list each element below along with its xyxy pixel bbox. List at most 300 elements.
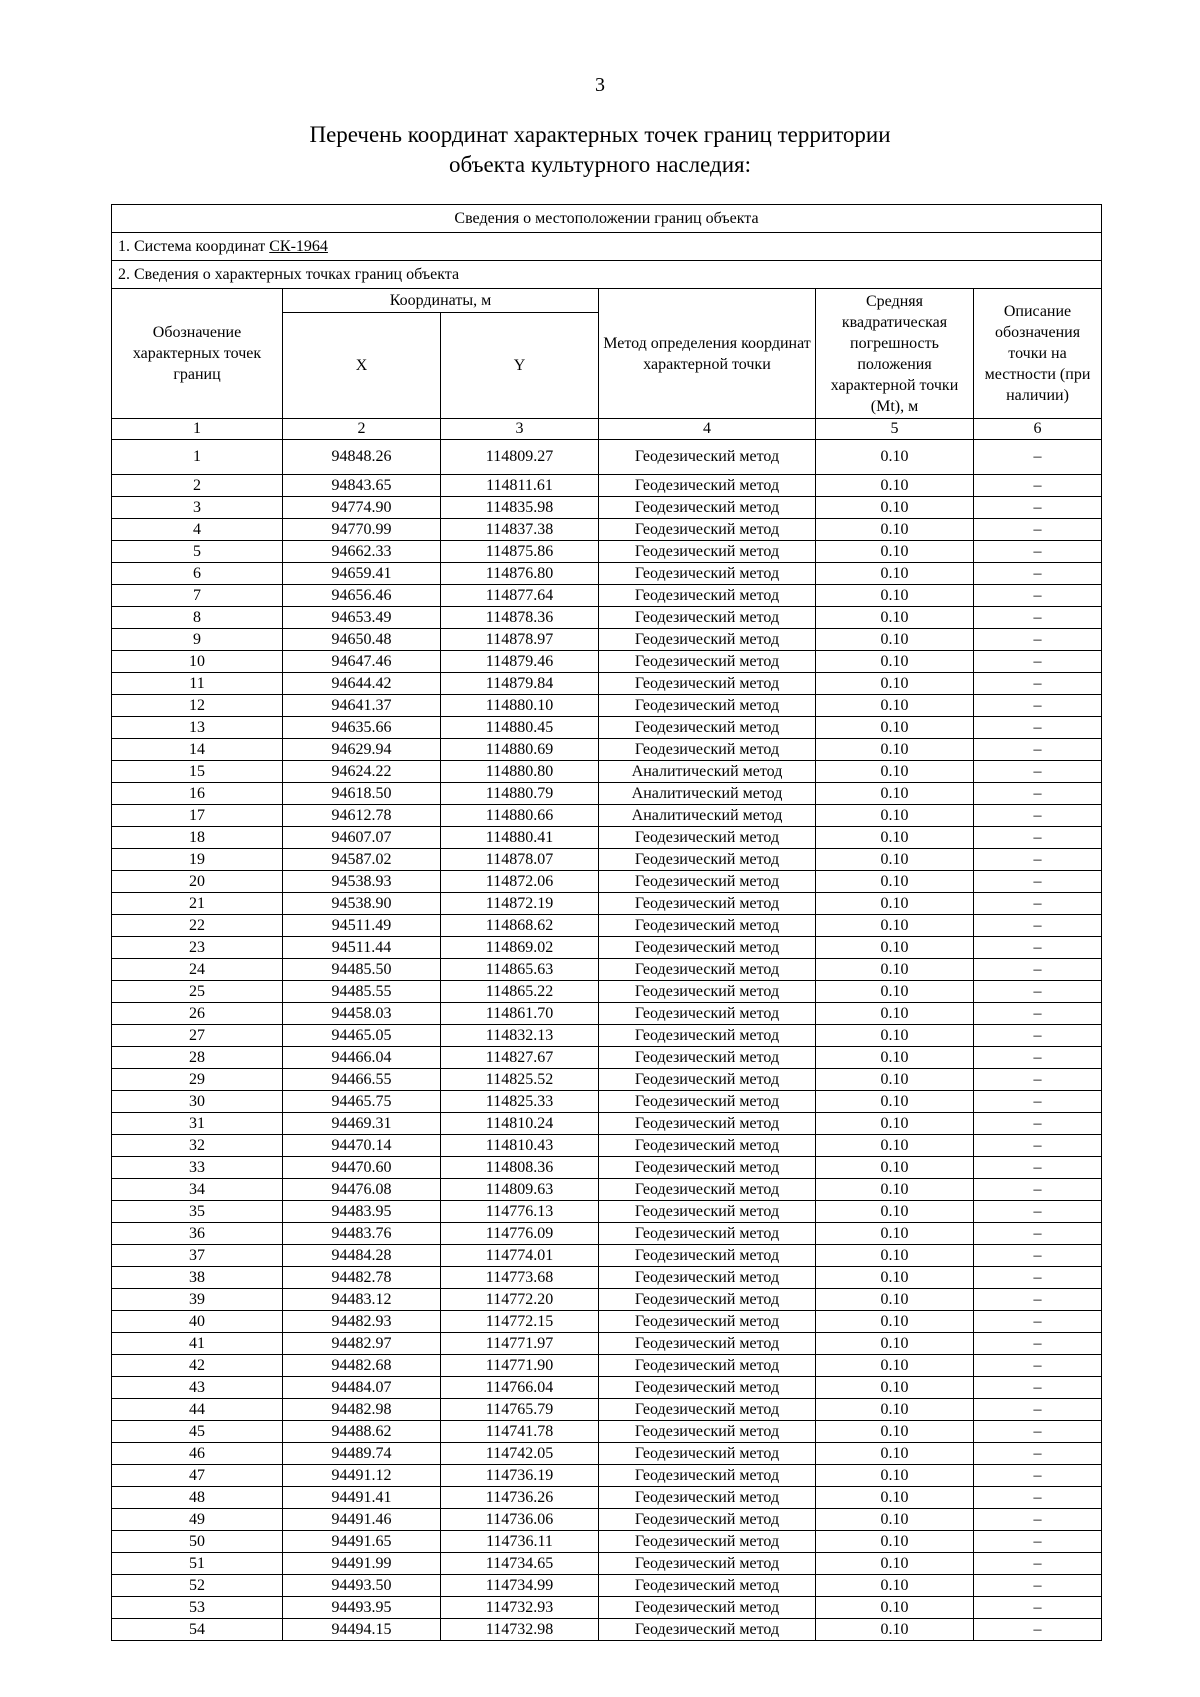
x-coordinate-cell: 94466.04 bbox=[283, 1047, 441, 1069]
point-id-cell: 11 bbox=[112, 673, 283, 695]
x-coordinate-cell: 94489.74 bbox=[283, 1443, 441, 1465]
x-coordinate-cell: 94587.02 bbox=[283, 849, 441, 871]
method-cell: Геодезический метод bbox=[599, 1531, 816, 1553]
method-cell: Геодезический метод bbox=[599, 937, 816, 959]
table-row bbox=[112, 1509, 1102, 1531]
y-coordinate-cell: 114879.46 bbox=[441, 651, 599, 673]
table-row bbox=[112, 1333, 1102, 1355]
table-row bbox=[112, 1619, 1102, 1641]
x-coordinate-cell: 94650.48 bbox=[283, 629, 441, 651]
x-coordinate-cell: 94485.55 bbox=[283, 981, 441, 1003]
method-cell: Геодезический метод bbox=[599, 849, 816, 871]
x-coordinate-cell: 94656.46 bbox=[283, 585, 441, 607]
point-id-cell: 33 bbox=[112, 1157, 283, 1179]
x-coordinate-cell: 94843.65 bbox=[283, 475, 441, 497]
method-cell: Геодезический метод bbox=[599, 1245, 816, 1267]
description-cell: – bbox=[974, 607, 1102, 629]
error-cell: 0.10 bbox=[816, 1443, 974, 1465]
method-cell: Геодезический метод bbox=[599, 1267, 816, 1289]
method-cell: Геодезический метод bbox=[599, 915, 816, 937]
point-id-cell: 28 bbox=[112, 1047, 283, 1069]
error-cell: 0.10 bbox=[816, 915, 974, 937]
x-coordinate-cell: 94465.05 bbox=[283, 1025, 441, 1047]
point-id-cell: 42 bbox=[112, 1355, 283, 1377]
point-id-cell: 22 bbox=[112, 915, 283, 937]
table-row bbox=[112, 607, 1102, 629]
method-cell: Геодезический метод bbox=[599, 1487, 816, 1509]
point-id-cell: 29 bbox=[112, 1069, 283, 1091]
error-cell: 0.10 bbox=[816, 497, 974, 519]
coordinate-system-row bbox=[112, 233, 1102, 261]
table-row bbox=[112, 1267, 1102, 1289]
point-id-cell: 10 bbox=[112, 651, 283, 673]
error-cell: 0.10 bbox=[816, 827, 974, 849]
error-cell: 0.10 bbox=[816, 475, 974, 497]
table-row bbox=[112, 1443, 1102, 1465]
method-cell: Геодезический метод bbox=[599, 1289, 816, 1311]
point-id-cell: 50 bbox=[112, 1531, 283, 1553]
point-id-cell: 16 bbox=[112, 783, 283, 805]
description-cell: – bbox=[974, 1047, 1102, 1069]
point-id-cell: 46 bbox=[112, 1443, 283, 1465]
x-coordinate-cell: 94618.50 bbox=[283, 783, 441, 805]
error-cell: 0.10 bbox=[816, 1135, 974, 1157]
description-cell: – bbox=[974, 827, 1102, 849]
x-coordinate-cell: 94484.07 bbox=[283, 1377, 441, 1399]
table-row bbox=[112, 1575, 1102, 1597]
method-cell: Геодезический метод bbox=[599, 1443, 816, 1465]
y-coordinate-cell: 114880.45 bbox=[441, 717, 599, 739]
column-number-cell: 5 bbox=[816, 419, 974, 440]
method-cell: Геодезический метод bbox=[599, 1179, 816, 1201]
description-cell: – bbox=[974, 761, 1102, 783]
method-cell: Геодезический метод bbox=[599, 1069, 816, 1091]
y-coordinate-cell: 114837.38 bbox=[441, 519, 599, 541]
point-id-cell: 41 bbox=[112, 1333, 283, 1355]
y-coordinate-cell: 114835.98 bbox=[441, 497, 599, 519]
y-coordinate-cell: 114865.63 bbox=[441, 959, 599, 981]
description-cell: – bbox=[974, 629, 1102, 651]
method-cell: Геодезический метод bbox=[599, 959, 816, 981]
x-coordinate-cell: 94458.03 bbox=[283, 1003, 441, 1025]
table-row bbox=[112, 1223, 1102, 1245]
x-coordinate-cell: 94485.50 bbox=[283, 959, 441, 981]
document-title bbox=[0, 120, 1200, 180]
table-row bbox=[112, 1245, 1102, 1267]
error-cell: 0.10 bbox=[816, 1223, 974, 1245]
table-row bbox=[112, 497, 1102, 519]
error-cell: 0.10 bbox=[816, 563, 974, 585]
error-cell: 0.10 bbox=[816, 1157, 974, 1179]
description-cell: – bbox=[974, 1509, 1102, 1531]
point-id-cell: 52 bbox=[112, 1575, 283, 1597]
y-coordinate-cell: 114876.80 bbox=[441, 563, 599, 585]
point-id-cell: 8 bbox=[112, 607, 283, 629]
y-coordinate-cell: 114825.52 bbox=[441, 1069, 599, 1091]
error-cell: 0.10 bbox=[816, 440, 974, 475]
error-cell: 0.10 bbox=[816, 1509, 974, 1531]
description-cell: – bbox=[974, 1487, 1102, 1509]
y-coordinate-cell: 114771.90 bbox=[441, 1355, 599, 1377]
y-coordinate-cell: 114861.70 bbox=[441, 1003, 599, 1025]
description-cell: – bbox=[974, 1223, 1102, 1245]
description-cell: – bbox=[974, 1399, 1102, 1421]
table-row bbox=[112, 1091, 1102, 1113]
y-coordinate-cell: 114811.61 bbox=[441, 475, 599, 497]
table-row bbox=[112, 519, 1102, 541]
method-cell: Геодезический метод bbox=[599, 519, 816, 541]
method-cell: Геодезический метод bbox=[599, 1377, 816, 1399]
method-cell: Геодезический метод bbox=[599, 440, 816, 475]
table-row bbox=[112, 937, 1102, 959]
y-coordinate-cell: 114772.15 bbox=[441, 1311, 599, 1333]
table-row bbox=[112, 1179, 1102, 1201]
column-number-cell: 4 bbox=[599, 419, 816, 440]
x-coordinate-cell: 94659.41 bbox=[283, 563, 441, 585]
method-cell: Геодезический метод bbox=[599, 1465, 816, 1487]
method-cell: Геодезический метод bbox=[599, 1201, 816, 1223]
y-coordinate-cell: 114869.02 bbox=[441, 937, 599, 959]
error-cell: 0.10 bbox=[816, 607, 974, 629]
table-row bbox=[112, 1201, 1102, 1223]
coordinate-system-label: 1. Система координат bbox=[118, 237, 270, 255]
method-cell: Геодезический метод bbox=[599, 1597, 816, 1619]
table-row bbox=[112, 805, 1102, 827]
table-row bbox=[112, 629, 1102, 651]
description-cell: – bbox=[974, 541, 1102, 563]
table-row bbox=[112, 1289, 1102, 1311]
table-row bbox=[112, 761, 1102, 783]
y-coordinate-cell: 114736.19 bbox=[441, 1465, 599, 1487]
table-row bbox=[112, 1113, 1102, 1135]
table-row bbox=[112, 673, 1102, 695]
error-cell: 0.10 bbox=[816, 1267, 974, 1289]
header-description: Описание обозначения точки на местности (при наличии) bbox=[974, 289, 1102, 419]
method-cell: Геодезический метод bbox=[599, 1091, 816, 1113]
y-coordinate-cell: 114832.13 bbox=[441, 1025, 599, 1047]
error-cell: 0.10 bbox=[816, 519, 974, 541]
point-id-cell: 38 bbox=[112, 1267, 283, 1289]
method-cell: Геодезический метод bbox=[599, 629, 816, 651]
column-number-cell: 1 bbox=[112, 419, 283, 440]
description-cell: – bbox=[974, 440, 1102, 475]
method-cell: Геодезический метод bbox=[599, 1157, 816, 1179]
document-title-line-2: объекта культурного наследия: bbox=[448, 152, 752, 177]
description-cell: – bbox=[974, 981, 1102, 1003]
x-coordinate-cell: 94624.22 bbox=[283, 761, 441, 783]
description-cell: – bbox=[974, 739, 1102, 761]
description-cell: – bbox=[974, 717, 1102, 739]
method-cell: Геодезический метод bbox=[599, 1135, 816, 1157]
error-cell: 0.10 bbox=[816, 937, 974, 959]
x-coordinate-cell: 94662.33 bbox=[283, 541, 441, 563]
table-row bbox=[112, 783, 1102, 805]
table-row bbox=[112, 827, 1102, 849]
y-coordinate-cell: 114872.06 bbox=[441, 871, 599, 893]
table-row bbox=[112, 541, 1102, 563]
header-method: Метод определения координат характерной точки bbox=[599, 289, 816, 419]
table-row bbox=[112, 440, 1102, 475]
method-cell: Геодезический метод bbox=[599, 1003, 816, 1025]
point-id-cell: 40 bbox=[112, 1311, 283, 1333]
error-cell: 0.10 bbox=[816, 893, 974, 915]
description-cell: – bbox=[974, 893, 1102, 915]
point-id-cell: 18 bbox=[112, 827, 283, 849]
y-coordinate-cell: 114877.64 bbox=[441, 585, 599, 607]
method-cell: Аналитический метод bbox=[599, 783, 816, 805]
y-coordinate-cell: 114880.66 bbox=[441, 805, 599, 827]
error-cell: 0.10 bbox=[816, 761, 974, 783]
table-row bbox=[112, 695, 1102, 717]
x-coordinate-cell: 94483.12 bbox=[283, 1289, 441, 1311]
error-cell: 0.10 bbox=[816, 1047, 974, 1069]
method-cell: Геодезический метод bbox=[599, 1355, 816, 1377]
description-cell: – bbox=[974, 1311, 1102, 1333]
y-coordinate-cell: 114880.69 bbox=[441, 739, 599, 761]
y-coordinate-cell: 114878.36 bbox=[441, 607, 599, 629]
point-id-cell: 4 bbox=[112, 519, 283, 541]
point-id-cell: 32 bbox=[112, 1135, 283, 1157]
description-cell: – bbox=[974, 1069, 1102, 1091]
point-id-cell: 47 bbox=[112, 1465, 283, 1487]
method-cell: Геодезический метод bbox=[599, 1575, 816, 1597]
coordinates-table bbox=[111, 204, 1102, 1641]
x-coordinate-cell: 94511.44 bbox=[283, 937, 441, 959]
point-id-cell: 45 bbox=[112, 1421, 283, 1443]
table-row bbox=[112, 1597, 1102, 1619]
description-cell: – bbox=[974, 783, 1102, 805]
error-cell: 0.10 bbox=[816, 1465, 974, 1487]
point-id-cell: 5 bbox=[112, 541, 283, 563]
point-id-cell: 23 bbox=[112, 937, 283, 959]
description-cell: – bbox=[974, 1135, 1102, 1157]
x-coordinate-cell: 94482.98 bbox=[283, 1399, 441, 1421]
point-id-cell: 25 bbox=[112, 981, 283, 1003]
y-coordinate-cell: 114865.22 bbox=[441, 981, 599, 1003]
error-cell: 0.10 bbox=[816, 1311, 974, 1333]
description-cell: – bbox=[974, 1355, 1102, 1377]
method-cell: Геодезический метод bbox=[599, 475, 816, 497]
method-cell: Геодезический метод bbox=[599, 1509, 816, 1531]
x-coordinate-cell: 94465.75 bbox=[283, 1091, 441, 1113]
y-coordinate-cell: 114879.84 bbox=[441, 673, 599, 695]
table-row bbox=[112, 871, 1102, 893]
x-coordinate-cell: 94538.90 bbox=[283, 893, 441, 915]
error-cell: 0.10 bbox=[816, 1113, 974, 1135]
description-cell: – bbox=[974, 1597, 1102, 1619]
y-coordinate-cell: 114809.63 bbox=[441, 1179, 599, 1201]
error-cell: 0.10 bbox=[816, 1399, 974, 1421]
point-id-cell: 12 bbox=[112, 695, 283, 717]
document-title-line-1: Перечень координат характерных точек границ территории bbox=[309, 122, 891, 147]
y-coordinate-cell: 114827.67 bbox=[441, 1047, 599, 1069]
method-cell: Геодезический метод bbox=[599, 827, 816, 849]
point-id-cell: 43 bbox=[112, 1377, 283, 1399]
y-coordinate-cell: 114771.97 bbox=[441, 1333, 599, 1355]
y-coordinate-cell: 114774.01 bbox=[441, 1245, 599, 1267]
description-cell: – bbox=[974, 475, 1102, 497]
point-id-cell: 20 bbox=[112, 871, 283, 893]
description-cell: – bbox=[974, 1421, 1102, 1443]
table-row bbox=[112, 1553, 1102, 1575]
description-cell: – bbox=[974, 1267, 1102, 1289]
x-coordinate-cell: 94538.93 bbox=[283, 871, 441, 893]
y-coordinate-cell: 114809.27 bbox=[441, 440, 599, 475]
description-cell: – bbox=[974, 1531, 1102, 1553]
y-coordinate-cell: 114810.24 bbox=[441, 1113, 599, 1135]
x-coordinate-cell: 94488.62 bbox=[283, 1421, 441, 1443]
error-cell: 0.10 bbox=[816, 695, 974, 717]
x-coordinate-cell: 94647.46 bbox=[283, 651, 441, 673]
point-id-cell: 1 bbox=[112, 440, 283, 475]
method-cell: Геодезический метод bbox=[599, 497, 816, 519]
method-cell: Геодезический метод bbox=[599, 1333, 816, 1355]
point-id-cell: 7 bbox=[112, 585, 283, 607]
error-cell: 0.10 bbox=[816, 871, 974, 893]
description-cell: – bbox=[974, 959, 1102, 981]
table-row bbox=[112, 1157, 1102, 1179]
x-coordinate-cell: 94848.26 bbox=[283, 440, 441, 475]
method-cell: Геодезический метод bbox=[599, 607, 816, 629]
error-cell: 0.10 bbox=[816, 1091, 974, 1113]
point-id-cell: 19 bbox=[112, 849, 283, 871]
x-coordinate-cell: 94491.99 bbox=[283, 1553, 441, 1575]
description-cell: – bbox=[974, 915, 1102, 937]
table-row bbox=[112, 849, 1102, 871]
points-header: 2. Сведения о характерных точках границ объекта bbox=[112, 261, 1102, 289]
point-id-cell: 31 bbox=[112, 1113, 283, 1135]
error-cell: 0.10 bbox=[816, 739, 974, 761]
point-id-cell: 37 bbox=[112, 1245, 283, 1267]
y-coordinate-cell: 114868.62 bbox=[441, 915, 599, 937]
coordinate-system-name: СК-1964 bbox=[269, 237, 328, 255]
description-cell: – bbox=[974, 937, 1102, 959]
error-cell: 0.10 bbox=[816, 1619, 974, 1641]
description-cell: – bbox=[974, 673, 1102, 695]
point-id-cell: 35 bbox=[112, 1201, 283, 1223]
x-coordinate-cell: 94653.49 bbox=[283, 607, 441, 629]
error-cell: 0.10 bbox=[816, 981, 974, 1003]
point-id-cell: 48 bbox=[112, 1487, 283, 1509]
error-cell: 0.10 bbox=[816, 1201, 974, 1223]
x-coordinate-cell: 94612.78 bbox=[283, 805, 441, 827]
method-cell: Геодезический метод bbox=[599, 1553, 816, 1575]
table-row bbox=[112, 1421, 1102, 1443]
y-coordinate-cell: 114736.06 bbox=[441, 1509, 599, 1531]
x-coordinate-cell: 94483.95 bbox=[283, 1201, 441, 1223]
y-coordinate-cell: 114732.93 bbox=[441, 1597, 599, 1619]
method-cell: Геодезический метод bbox=[599, 651, 816, 673]
y-coordinate-cell: 114742.05 bbox=[441, 1443, 599, 1465]
x-coordinate-cell: 94476.08 bbox=[283, 1179, 441, 1201]
y-coordinate-cell: 114825.33 bbox=[441, 1091, 599, 1113]
description-cell: – bbox=[974, 849, 1102, 871]
table-row bbox=[112, 1069, 1102, 1091]
y-coordinate-cell: 114880.10 bbox=[441, 695, 599, 717]
error-cell: 0.10 bbox=[816, 805, 974, 827]
table-row bbox=[112, 915, 1102, 937]
x-coordinate-cell: 94482.68 bbox=[283, 1355, 441, 1377]
section-header: Сведения о местоположении границ объекта bbox=[112, 205, 1102, 233]
x-coordinate-cell: 94482.97 bbox=[283, 1333, 441, 1355]
description-cell: – bbox=[974, 1465, 1102, 1487]
method-cell: Геодезический метод bbox=[599, 1025, 816, 1047]
y-coordinate-cell: 114736.26 bbox=[441, 1487, 599, 1509]
error-cell: 0.10 bbox=[816, 541, 974, 563]
point-id-cell: 21 bbox=[112, 893, 283, 915]
coordinates-table-body bbox=[112, 205, 1102, 1641]
error-cell: 0.10 bbox=[816, 783, 974, 805]
table-row bbox=[112, 1399, 1102, 1421]
point-id-cell: 14 bbox=[112, 739, 283, 761]
table-row bbox=[112, 585, 1102, 607]
error-cell: 0.10 bbox=[816, 673, 974, 695]
column-number-cell: 3 bbox=[441, 419, 599, 440]
error-cell: 0.10 bbox=[816, 1289, 974, 1311]
description-cell: – bbox=[974, 1179, 1102, 1201]
header-error: Средняя квадратическая погрешность положения характерной точки (Mt), м bbox=[816, 289, 974, 419]
description-cell: – bbox=[974, 1025, 1102, 1047]
description-cell: – bbox=[974, 1091, 1102, 1113]
y-coordinate-cell: 114880.79 bbox=[441, 783, 599, 805]
error-cell: 0.10 bbox=[816, 1531, 974, 1553]
table-row bbox=[112, 959, 1102, 981]
error-cell: 0.10 bbox=[816, 1421, 974, 1443]
x-coordinate-cell: 94491.65 bbox=[283, 1531, 441, 1553]
x-coordinate-cell: 94641.37 bbox=[283, 695, 441, 717]
table-row bbox=[112, 475, 1102, 497]
table-row bbox=[112, 981, 1102, 1003]
error-cell: 0.10 bbox=[816, 1487, 974, 1509]
x-coordinate-cell: 94469.31 bbox=[283, 1113, 441, 1135]
table-row bbox=[112, 1355, 1102, 1377]
x-coordinate-cell: 94482.78 bbox=[283, 1267, 441, 1289]
point-id-cell: 39 bbox=[112, 1289, 283, 1311]
header-designation: Обозначение характерных точек границ bbox=[112, 289, 283, 419]
y-coordinate-cell: 114878.97 bbox=[441, 629, 599, 651]
y-coordinate-cell: 114872.19 bbox=[441, 893, 599, 915]
error-cell: 0.10 bbox=[816, 849, 974, 871]
method-cell: Аналитический метод bbox=[599, 805, 816, 827]
point-id-cell: 27 bbox=[112, 1025, 283, 1047]
point-id-cell: 53 bbox=[112, 1597, 283, 1619]
table-row bbox=[112, 893, 1102, 915]
x-coordinate-cell: 94466.55 bbox=[283, 1069, 441, 1091]
description-cell: – bbox=[974, 1157, 1102, 1179]
point-id-cell: 49 bbox=[112, 1509, 283, 1531]
method-cell: Геодезический метод bbox=[599, 1113, 816, 1135]
description-cell: – bbox=[974, 1553, 1102, 1575]
description-cell: – bbox=[974, 1201, 1102, 1223]
description-cell: – bbox=[974, 805, 1102, 827]
column-numbers-row bbox=[112, 419, 1102, 440]
x-coordinate-cell: 94511.49 bbox=[283, 915, 441, 937]
table-row bbox=[112, 1025, 1102, 1047]
table-row bbox=[112, 739, 1102, 761]
error-cell: 0.10 bbox=[816, 1245, 974, 1267]
error-cell: 0.10 bbox=[816, 1003, 974, 1025]
y-coordinate-cell: 114773.68 bbox=[441, 1267, 599, 1289]
point-id-cell: 15 bbox=[112, 761, 283, 783]
error-cell: 0.10 bbox=[816, 717, 974, 739]
error-cell: 0.10 bbox=[816, 1575, 974, 1597]
x-coordinate-cell: 94770.99 bbox=[283, 519, 441, 541]
table-row bbox=[112, 1531, 1102, 1553]
error-cell: 0.10 bbox=[816, 651, 974, 673]
error-cell: 0.10 bbox=[816, 959, 974, 981]
y-coordinate-cell: 114734.65 bbox=[441, 1553, 599, 1575]
y-coordinate-cell: 114732.98 bbox=[441, 1619, 599, 1641]
